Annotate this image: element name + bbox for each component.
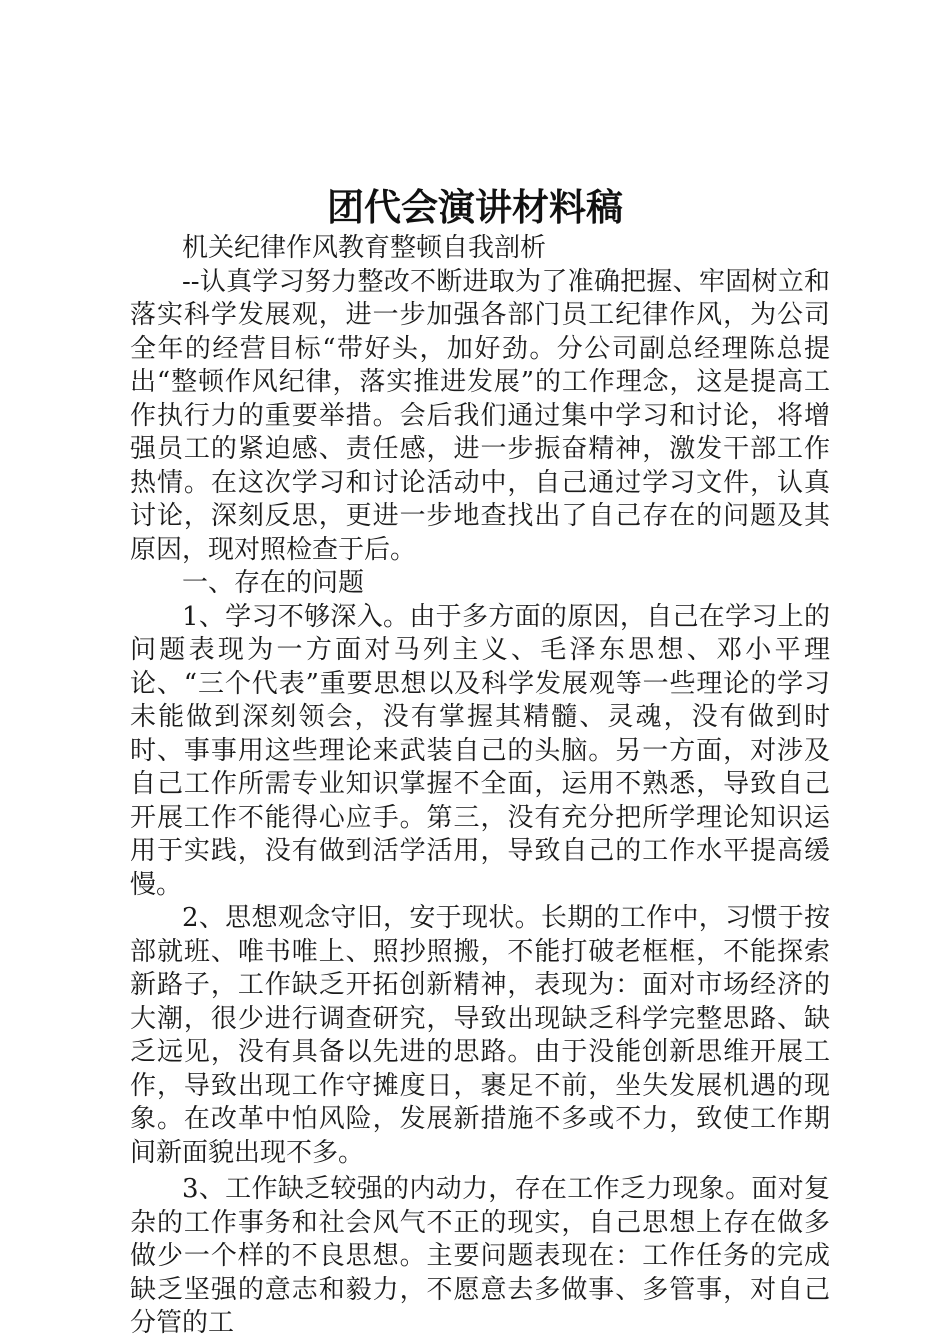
paragraph-intro: --认真学习努力整改不断进取为了准确把握、牢固树立和落实科学发展观，进一步加强各部门员工纪律作风，为公司全年的经营目标“带好头，加好劲。分公司副总经理陈总提出“整顿作风纪律，落实推进发展”的工作理念，这是提高工作执行力的重要举措。会后我们通过集中学习和讨论，将增强员工的紧迫感、责任感，进一步振奋精神，激发干部工作热情。在这次学习和讨论活动中，自己通过学习文件，认真讨论，深刻反思，更进一步地查找出了自己存在的问题及其原因，现对照检查于后。	[130, 266, 830, 565]
document-title: 团代会演讲材料稿	[327, 186, 623, 229]
paragraph-item-1: 1、学习不够深入。由于多方面的原因，自己在学习上的问题表现为一方面对马列主义、毛泽东思想、邓小平理论、“三个代表”重要思想以及科学发展观等一些理论的学习未能做到深刻领会，没有掌握其精髓、灵魂，没有做到时时、事事用这些理论来武装自己的头脑。另一方面，对涉及自己工作所需专业知识掌握不全面，运用不熟悉，导致自己开展工作不能得心应手。第三，没有充分把所学理论知识运用于实践，没有做到活学活用，导致自己的工作水平提高缓慢。	[130, 601, 830, 900]
paragraph-item-2: 2、思想观念守旧，安于现状。长期的工作中，习惯于按部就班、唯书唯上、照抄照搬，不能打破老框框，不能探索新路子，工作缺乏开拓创新精神，表现为：面对市场经济的大潮，很少进行调查研究，导致出现缺乏科学完整思路、缺乏远见，没有具备以先进的思路。由于没能创新思维开展工作，导致出现工作守摊度日，裹足不前，坐失发展机遇的现象。在改革中怕风险，发展新措施不多或不力，致使工作期间新面貌出现不多。	[130, 903, 830, 1168]
paragraph-item-3: 3、工作缺乏较强的内动力，存在工作乏力现象。面对复杂的工作事务和社会风气不正的现实，自己思想上存在做多做少一个样的不良思想。主要问题表现在：工作任务的完成缺乏坚强的意志和毅力，不愿意去多做事、多管事，对自己分管的工	[130, 1174, 830, 1338]
paragraph-subtitle: 机关纪律作风教育整顿自我剖析	[182, 233, 547, 263]
section-heading: 一、存在的问题	[182, 568, 365, 598]
document-body	[130, 232, 830, 1341]
